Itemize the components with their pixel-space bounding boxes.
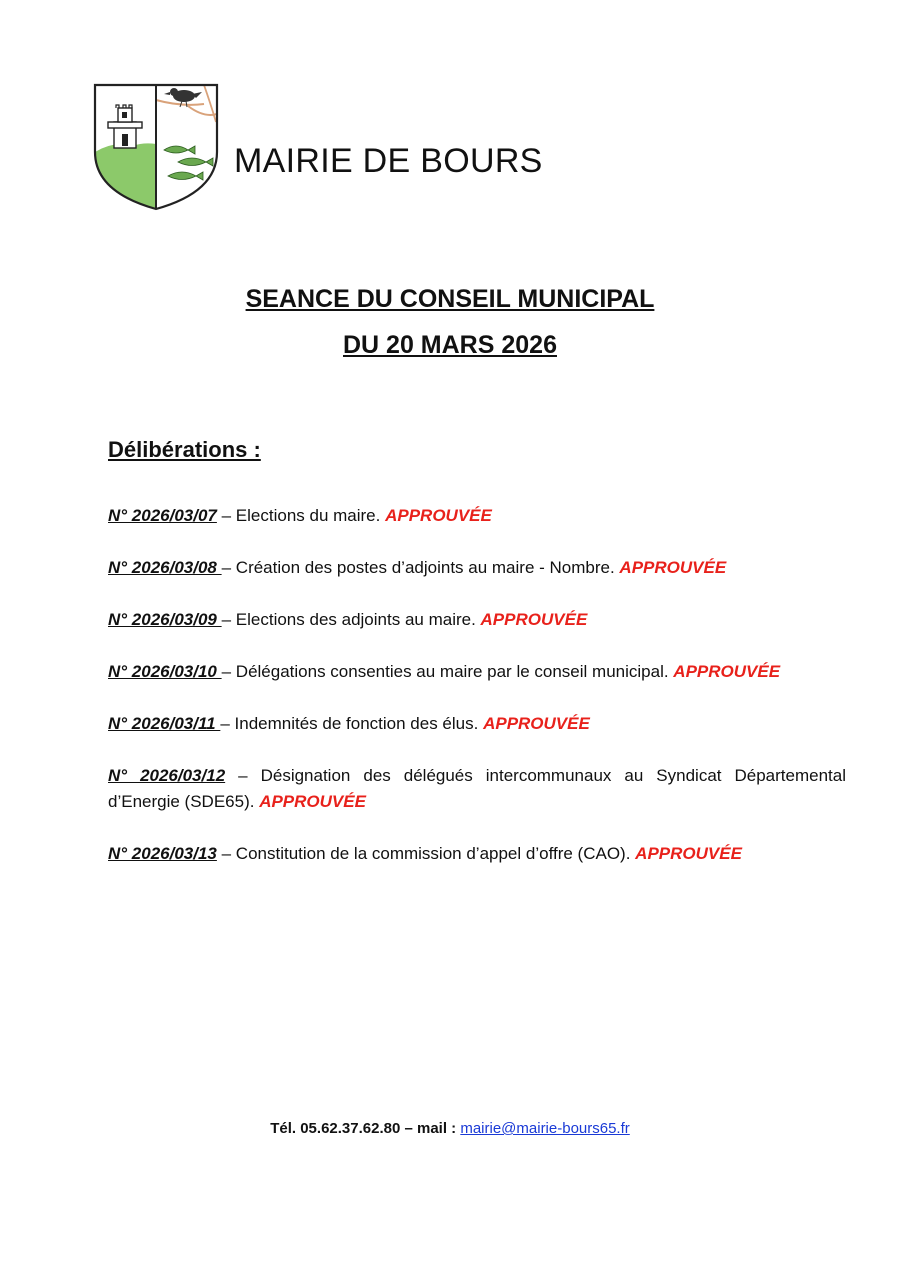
deliberation-text: – Désignation des délégués intercommunaux au Syndicat Départemental d’Energie (SDE65). bbox=[108, 766, 846, 811]
mairie-title: MAIRIE DE BOURS bbox=[234, 142, 543, 180]
deliberation-item bbox=[108, 607, 846, 633]
deliberation-status: APPROUVÉE bbox=[619, 558, 727, 577]
deliberation-number: N° 2026/03/09 bbox=[108, 610, 222, 629]
coat-of-arms-logo bbox=[92, 82, 220, 212]
deliberation-text: – Constitution de la commission d’appel d’offre (CAO). bbox=[216, 844, 636, 863]
deliberation-item bbox=[108, 763, 846, 815]
deliberation-number: N° 2026/03/12 bbox=[108, 766, 226, 785]
deliberation-text: – Elections du maire. bbox=[216, 506, 386, 525]
deliberation-number: N° 2026/03/08 bbox=[108, 558, 222, 577]
footer-phone: Tél. 05.62.37.62.80 – mail : bbox=[270, 1120, 461, 1137]
deliberation-status: APPROUVÉE bbox=[483, 714, 590, 733]
deliberation-status: APPROUVÉE bbox=[480, 610, 588, 629]
deliberation-item bbox=[108, 841, 846, 867]
deliberation-number: N° 2026/03/13 bbox=[108, 844, 217, 863]
deliberation-item bbox=[108, 555, 846, 581]
deliberation-status: APPROUVÉE bbox=[635, 844, 742, 863]
deliberation-status: APPROUVÉE bbox=[673, 662, 781, 681]
deliberation-number: N° 2026/03/11 bbox=[108, 714, 221, 733]
deliberation-number: N° 2026/03/10 bbox=[108, 662, 222, 681]
deliberations-heading: Délibérations : bbox=[108, 437, 261, 462]
deliberation-text: – Délégations consenties au maire par le conseil municipal. bbox=[221, 662, 674, 681]
deliberation-status: APPROUVÉE bbox=[385, 506, 492, 525]
footer-contact bbox=[0, 1120, 900, 1137]
deliberation-text: – Indemnités de fonction des élus. bbox=[220, 714, 484, 733]
deliberation-item bbox=[108, 659, 846, 685]
deliberation-item bbox=[108, 711, 846, 737]
seance-title-line2: DU 20 MARS 2026 bbox=[343, 331, 557, 359]
deliberation-number: N° 2026/03/07 bbox=[108, 506, 217, 525]
deliberation-text: – Création des postes d’adjoints au maire - Nombre. bbox=[221, 558, 620, 577]
seance-title-line1: SEANCE DU CONSEIL MUNICIPAL bbox=[245, 285, 655, 313]
deliberation-item bbox=[108, 503, 846, 529]
email-link[interactable]: mairie@mairie-bours65.fr bbox=[460, 1120, 630, 1137]
deliberation-text: – Elections des adjoints au maire. bbox=[221, 610, 481, 629]
deliberation-status: APPROUVÉE bbox=[259, 792, 366, 811]
seance-title bbox=[0, 276, 900, 368]
deliberations-list bbox=[108, 503, 846, 893]
